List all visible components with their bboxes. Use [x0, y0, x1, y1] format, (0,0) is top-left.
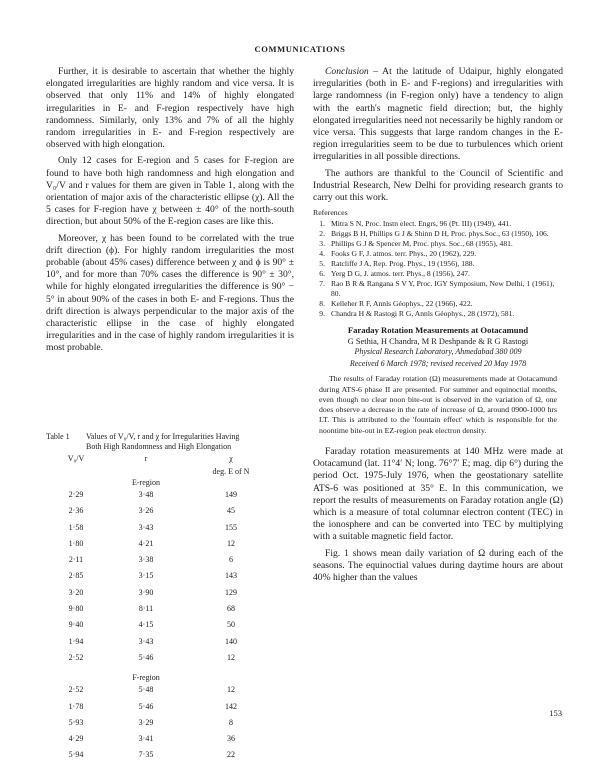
reference-number: 6.	[319, 269, 325, 279]
cell-r: 3·38	[138, 555, 154, 565]
cell-chi: 8	[229, 717, 233, 727]
left-column	[46, 66, 294, 359]
cell-chi: 68	[227, 604, 235, 614]
reference-text: Ratcliffe J A, Rep. Prog. Phys., 19 (1956), 188.	[331, 259, 475, 269]
cell-r: 4·15	[138, 620, 154, 630]
cell-chi: 36	[227, 734, 235, 744]
table-row	[46, 506, 296, 522]
reference-item	[313, 259, 563, 269]
paragraph-2: Only 12 cases for E-region and 5 cases for F-region are found to have both high randomness and high elongation and V₀/V and r values for them are given in Table 1, along with the orientation of major axis of the characteristic ellipse (χ). All the 5 cases for F-region have χ between ± 40° of the north-south direction, but about 50% of the E-region cases are like this.	[46, 155, 294, 228]
table-row	[46, 571, 296, 587]
cell-chi: 142	[225, 701, 237, 711]
paper-title: Faraday Rotation Measurements at Ootacamund	[347, 325, 529, 336]
cell-chi: 155	[225, 522, 237, 532]
cell-v0v: 1·58	[68, 522, 84, 532]
table-1	[46, 432, 296, 767]
paragraph-1: Further, it is desirable to ascertain that whether the highly elongated irregularities are highly random and vice versa. It is observed that only 11% and 14% of highly elongated irregularities in E- and F-region respectively have high randomness. Similarly, only 13% and 7% of all the highly random irregularities in E- and F-region respectively are observed with high elongation.	[46, 66, 294, 151]
table-unit-row	[46, 467, 296, 478]
reference-item	[313, 309, 563, 319]
cell-r: 3·41	[138, 734, 154, 744]
conclusion-paragraph	[313, 66, 563, 164]
region-e-label-row	[46, 478, 296, 490]
cell-v0v: 2·11	[68, 555, 84, 565]
reference-number: 8.	[319, 299, 325, 309]
table-caption	[46, 432, 296, 442]
cell-r: 7·35	[138, 750, 154, 760]
running-header: COMMUNICATIONS	[254, 44, 346, 54]
cell-v0v: 2·36	[68, 506, 84, 516]
cell-v0v: 2·85	[68, 571, 84, 581]
paper-paragraph-1: Faraday rotation measurements at 140 MHz were made at Ootacamund (lat. 11°4′ N; long. 76°7′ E; mag. dip 6°) during the period Oct. 1975-July 1976, when the geostationary satellite ATS-6 was positioned at 35° E. In this communication, we report the results of measurements on Faraday rotation angle (Ω) which is a measure of total columnar electron content (TEC) in the ionosphere and can be converted into TEC by multiplying with a suitable magnetic field factor.	[313, 446, 563, 543]
cell-v0v: 5·94	[68, 750, 84, 760]
reference-item	[313, 229, 563, 239]
cell-r: 3·43	[138, 636, 154, 646]
e-region-rows	[46, 490, 296, 669]
reference-item	[313, 299, 563, 309]
received-date: Received 6 March 1978; revised received 20 May 1978	[349, 359, 527, 369]
authors: G Sethia, H Chandra, M R Deshpande & R G Rastogi	[347, 337, 529, 347]
cell-r: 3·48	[138, 490, 154, 499]
references-title: References	[313, 208, 348, 218]
reference-item	[313, 279, 563, 299]
table-header-row	[46, 454, 296, 465]
reference-text: Fooks G F, J. atmos. terr. Phys., 20 (1962), 229.	[331, 249, 477, 259]
cell-v0v: 5·93	[68, 717, 84, 727]
cell-r: 3·90	[138, 587, 154, 597]
cell-chi: 12	[227, 652, 235, 662]
table-row	[46, 490, 296, 506]
paper-paragraph-2: Fig. 1 shows mean daily variation of Ω during each of the seasons. The equinoctial values during daytime hours are about 40% higher than the values	[313, 547, 563, 584]
cell-chi: 140	[225, 636, 237, 646]
reference-item	[313, 249, 563, 259]
table-row	[46, 555, 296, 571]
cell-r: 5·48	[138, 685, 154, 695]
reference-item	[313, 219, 563, 229]
cell-chi: 143	[225, 571, 237, 581]
conclusion-text: – At the latitude of Udaipur, highly elongated irregularities (both in E- and F-regions) and irregularities with large randomness (in F-region only) have a tendency to align with the earth's magnetic field direction; but, the highly elongated irregularities need not necessarily be highly random or vice versa. This suggests that large random changes in the E-region irregularities seem to be due to turbulences which orient irregularities in all possible directions.	[313, 66, 563, 163]
reference-text: Phillips G J & Spencer M, Proc. phys. Soc., 68 (1955), 481.	[331, 239, 513, 249]
region-f-label-row	[46, 673, 296, 685]
abstract: The results of Faraday rotation (Ω) measurements made at Ootacamund during ATS-6 phase II are presented. For summer and equinoctial months, even though no clear noon bite-out is observed in the variation of Ω, one does observe a decrease in the rate of increase of Ω, around 0900-1000 hrs LT. This is attributed to the 'fountain effect' which is responsible for the noontime bite-out in EZ-region peak electron density.	[319, 374, 557, 435]
cell-v0v: 9·80	[68, 604, 84, 614]
reference-number: 3.	[319, 239, 325, 249]
table-row	[46, 685, 296, 701]
reference-number: 7.	[319, 279, 325, 289]
cell-chi: 6	[229, 555, 233, 565]
cell-chi: 22	[227, 750, 235, 760]
reference-number: 1.	[319, 219, 325, 229]
cell-r: 3·43	[138, 522, 154, 532]
table-row	[46, 718, 296, 734]
right-column	[313, 66, 563, 588]
reference-text: Yerg D G, J. atmos. terr. Phys., 8 (1956), 247.	[331, 269, 470, 279]
affiliation: Physical Research Laboratory, Ahmedabad 380 009	[354, 347, 522, 357]
cell-chi: 129	[225, 587, 237, 597]
table-caption-line1: Values of V₀/V, r and χ for Irregularities Having	[86, 432, 240, 441]
col-header-chi: χ	[229, 454, 233, 463]
page-number: 153	[549, 708, 562, 718]
col-header-r: r	[144, 454, 148, 463]
table-row	[46, 604, 296, 620]
reference-item	[313, 239, 563, 249]
conclusion-heading: Conclusion	[325, 66, 369, 77]
cell-r: 5·46	[138, 701, 154, 711]
reference-text: Mitra S N, Proc. Instn elect. Engrs, 96 (Pt. III) (1949), 441.	[331, 219, 512, 229]
cell-chi: 50	[227, 620, 235, 630]
cell-v0v: 1·80	[68, 538, 84, 548]
paragraph-3: Moreover, χ has been found to be correlated with the true drift direction (ϕ). For highly random irregularities the most probable (about 45% cases) difference between χ and ϕ is 90° ± 10°, and for more than 70% cases the difference is 90° ± 30°, while for highly elongated irregularities the difference is 90° − 5° in about 90% of the cases in both E- and F-regions. Thus the drift direction is always perpendicular to the major axis of the characteristic ellipse in the case of highly elongated irregularities and in the case of highly random irregularities it is most probable.	[46, 232, 294, 354]
table-row	[46, 734, 296, 750]
cell-r: 3·29	[138, 717, 154, 727]
col-unit-chi: deg. E of N	[212, 467, 250, 476]
cell-chi: 12	[227, 685, 235, 695]
table-row	[46, 539, 296, 555]
table-row	[46, 523, 296, 539]
reference-item	[313, 269, 563, 279]
table-row	[46, 637, 296, 653]
cell-r: 3·26	[138, 506, 154, 516]
reference-number: 2.	[319, 229, 325, 239]
cell-v0v: 3·20	[68, 587, 84, 597]
table-label: Table 1	[46, 432, 70, 441]
f-region-rows	[46, 685, 296, 766]
reference-text: Chandra H & Rastogi R G, Annls Géophys., 28 (1972), 581.	[331, 309, 515, 319]
cell-v0v: 2·52	[68, 652, 84, 662]
references-list	[313, 219, 563, 319]
reference-number: 5.	[319, 259, 325, 269]
region-e-label: E-region	[132, 478, 160, 487]
cell-v0v: 2·52	[68, 685, 84, 695]
cell-chi: 45	[227, 506, 235, 516]
cell-r: 4·21	[138, 538, 154, 548]
region-f-label: F-region	[132, 673, 160, 683]
table-row	[46, 620, 296, 636]
reference-text: Rao B R & Rangana S V Y, Proc. IGY Symposium, New Delhi, 1 (1961), 80.	[331, 279, 555, 299]
cell-r: 5·46	[138, 652, 154, 662]
reference-number: 4.	[319, 249, 325, 259]
cell-v0v: 4·29	[68, 734, 84, 744]
cell-r: 8·11	[138, 604, 154, 614]
reference-text: Kelleher R F, Annls Géophys., 22 (1966), 422.	[331, 299, 473, 309]
reference-text: Briggs B H, Phillips G J & Shinn D H, Proc. phys.Soc., 63 (1950), 106.	[331, 229, 549, 239]
table-row	[46, 750, 296, 766]
cell-v0v: 1·94	[68, 636, 84, 646]
table-row	[46, 588, 296, 604]
cell-v0v: 2·29	[68, 490, 84, 499]
cell-chi: 149	[225, 490, 237, 499]
table-caption-line2: Both High Randomness and High Elongation	[86, 442, 232, 451]
cell-chi: 12	[227, 538, 235, 548]
cell-v0v: 9·40	[68, 620, 84, 630]
reference-number: 9.	[319, 309, 325, 319]
col-header-v0v: V₀/V	[67, 454, 85, 463]
cell-v0v: 1·78	[68, 701, 84, 711]
table-row	[46, 653, 296, 669]
cell-r: 3·15	[138, 571, 154, 581]
table-row	[46, 702, 296, 718]
acknowledgement-paragraph: The authors are thankful to the Council of Scientific and Industrial Research, New Delhi for providing research grants to carry out this work.	[313, 167, 563, 204]
